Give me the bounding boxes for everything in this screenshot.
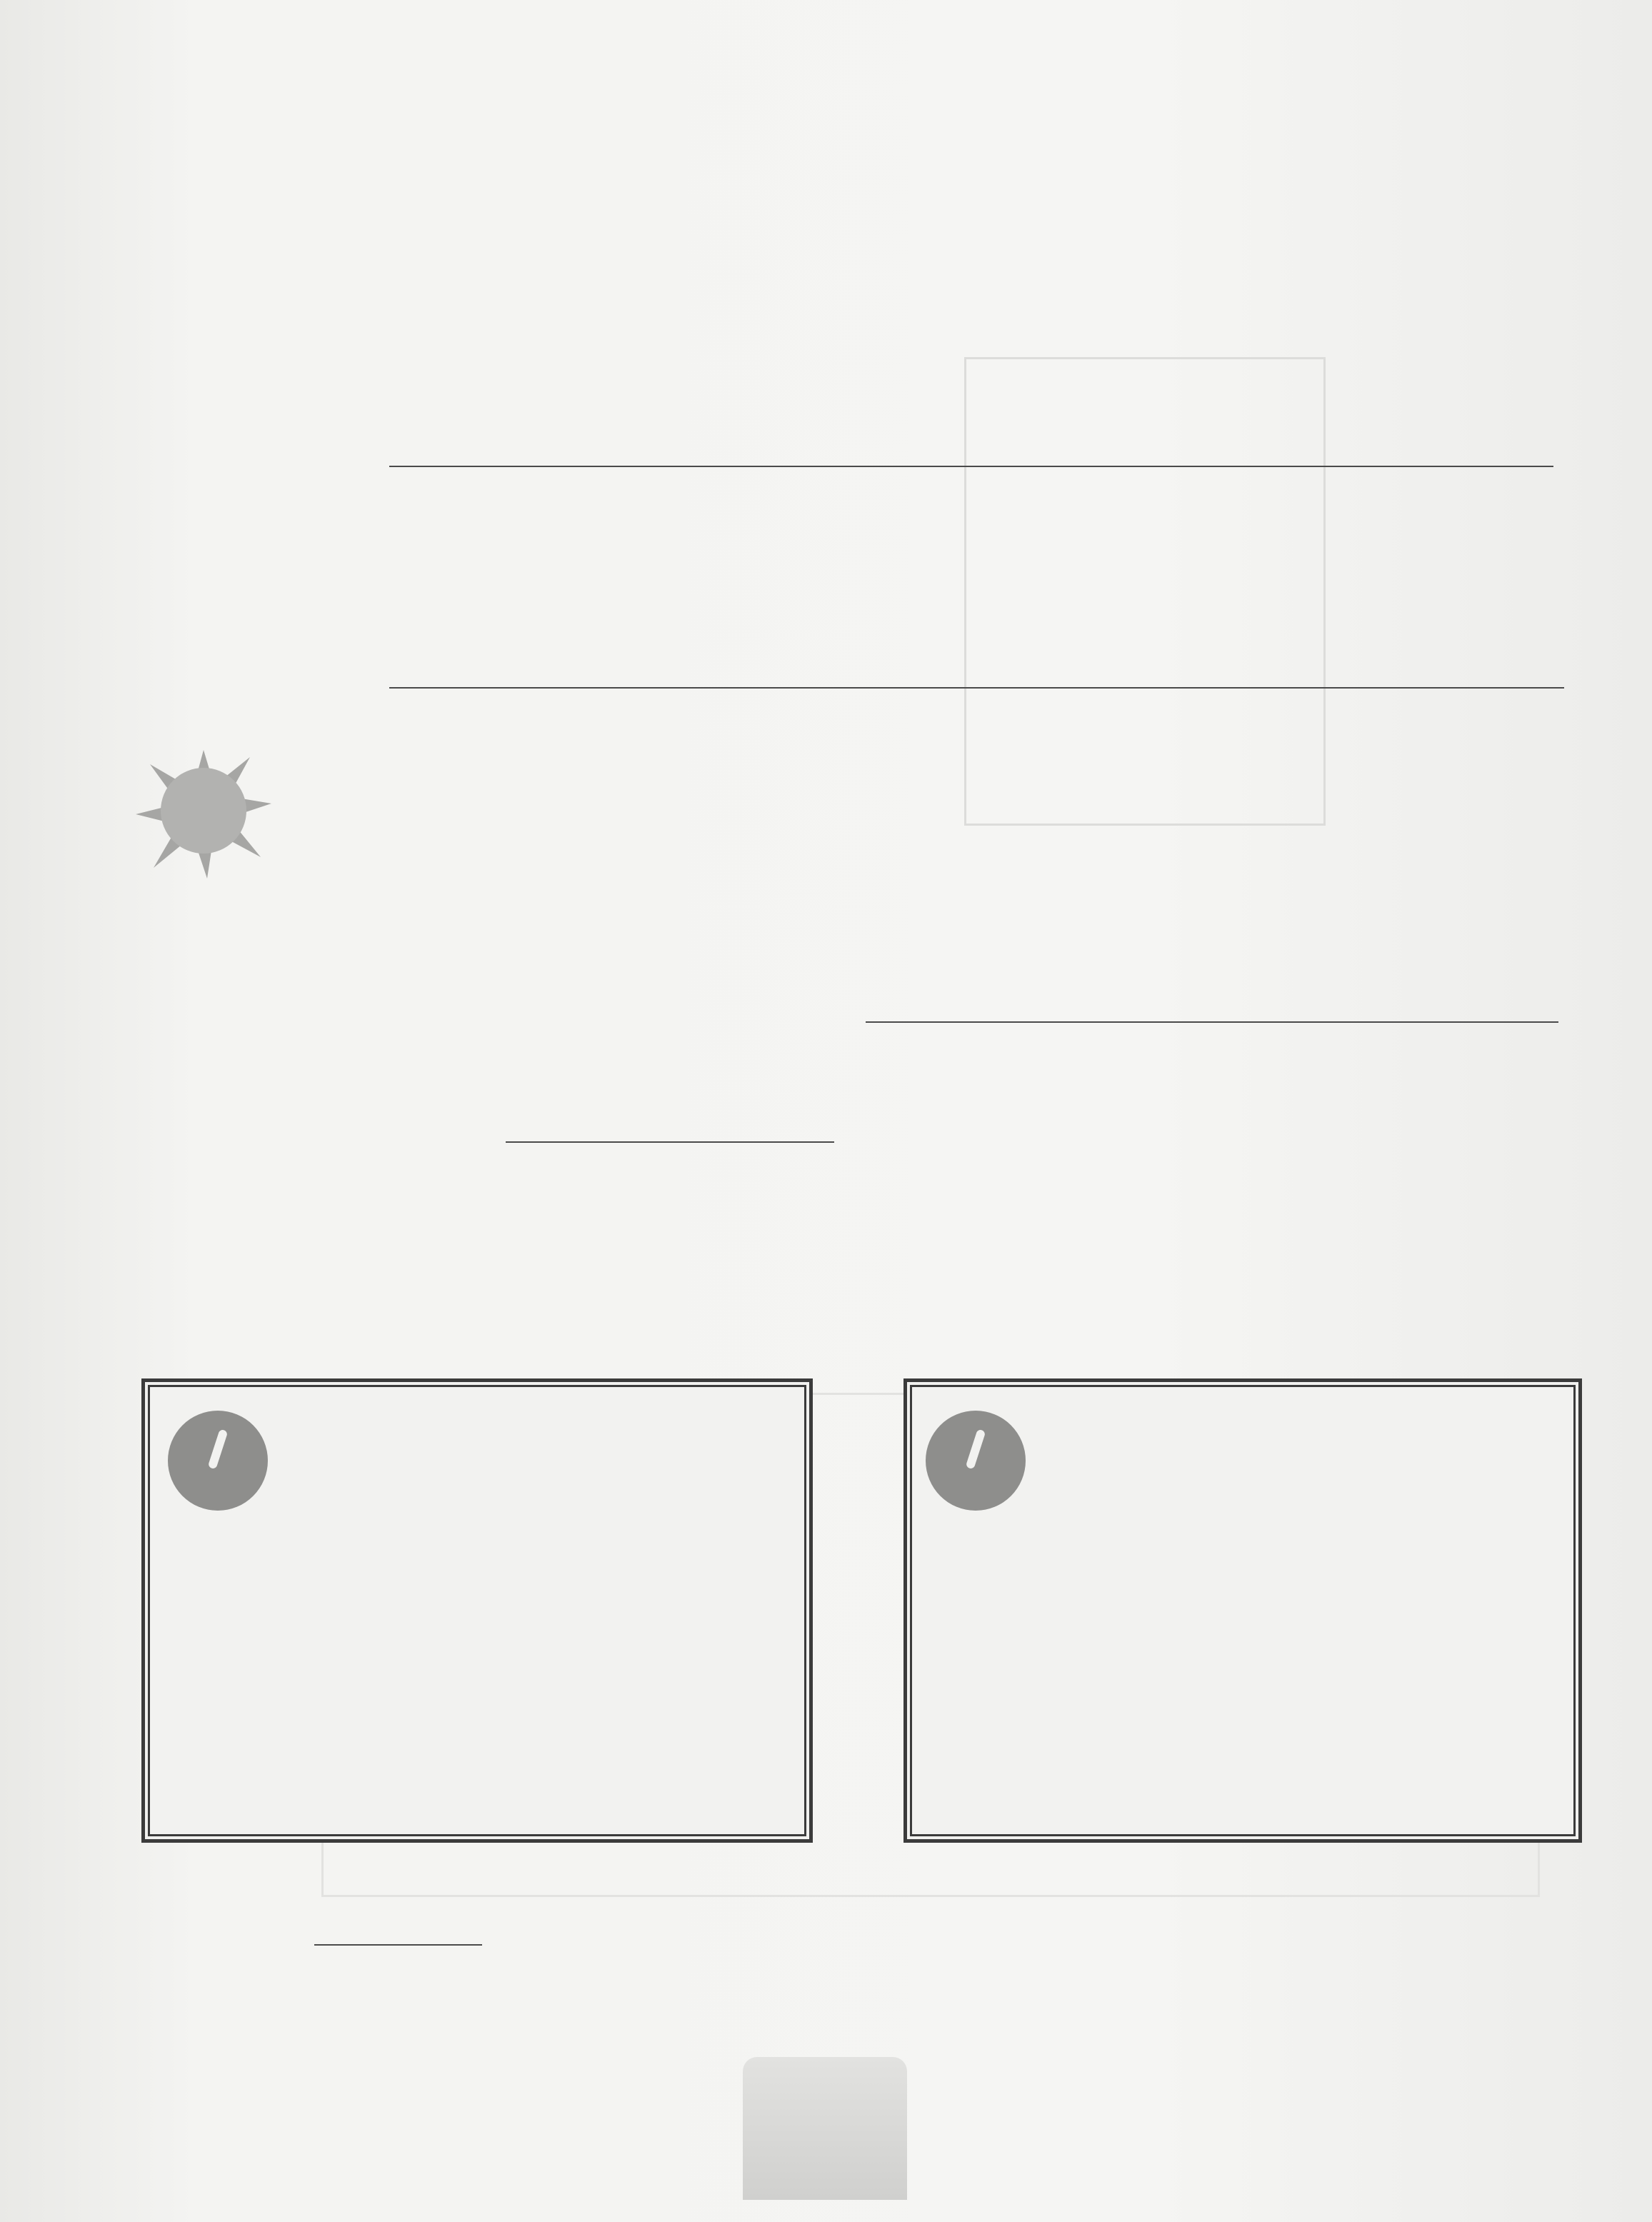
clock-icon — [926, 1411, 1026, 1511]
answer-line-b[interactable] — [389, 687, 1564, 689]
ghost-grid — [964, 357, 1326, 826]
answer-line-einander[interactable] — [506, 1141, 834, 1143]
spiral-dots-left — [71, 57, 100, 2128]
faint-dots-right — [1550, 186, 1571, 1543]
pen-pal-card-cornelia — [141, 1378, 813, 1843]
pen-pal-card-theo — [903, 1378, 1582, 1843]
answer-line-freunde[interactable] — [866, 1021, 1558, 1023]
footnote-divider — [314, 1944, 482, 1946]
spiral-dots-top — [7, 143, 1650, 174]
clock-icon — [168, 1411, 268, 1511]
answer-line-c[interactable] — [389, 466, 1553, 467]
page-number-tab — [743, 2057, 907, 2200]
splash-icon — [129, 736, 279, 886]
